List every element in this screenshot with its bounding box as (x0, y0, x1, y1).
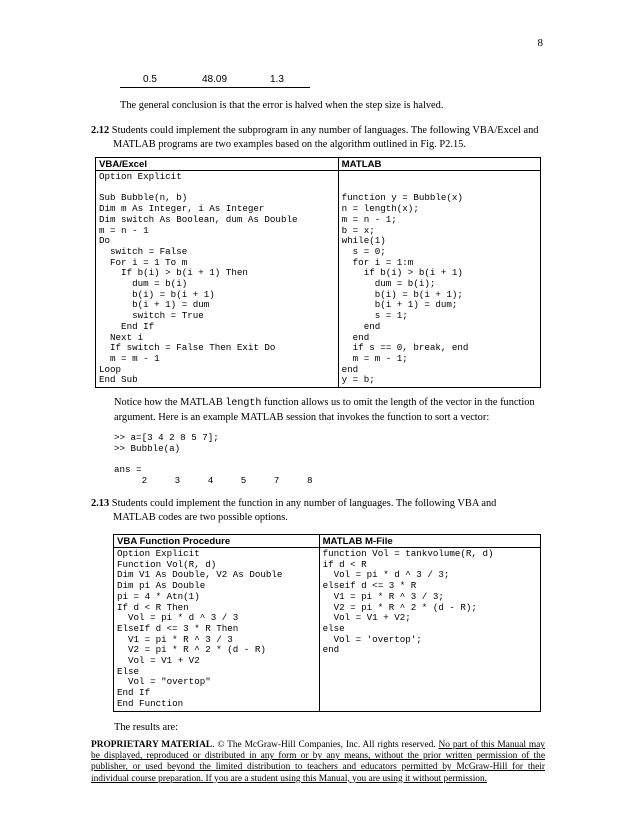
matlab-code: function y = Bubble(x) n = length(x); m = n - 1; b = x; while(1) s = 0; for i = 1:m if b(i) > b(i + 1) dum = b(i); b(i) = b(i + 1); b(i + 1) = dum; s = 1; end end if s == 0, break, end m = m - 1; end y = b; (341, 192, 469, 386)
matlab-session: >> a=[3 4 2 8 5 7]; >> Bubble(a) ans = 2 3 4 5 7 8 (114, 432, 313, 486)
matlab-code-cell (319, 548, 540, 712)
copyright-footer: PROPRIETARY MATERIAL. © The McGraw-Hill Companies, Inc. All rights reserved. No part of this Manual may be displayed, reproduced or distributed in any form or by any means, without the prior written permission of the publisher, or used beyond the limited distribution to teachers and educators permitted by McGraw-Hill for their individual course preparation. If you are a student using this Manual, you are using it without permission. (91, 740, 545, 784)
problem-number: 2.13 (91, 498, 110, 509)
problem-text-line1: Students could implement the function in any number of languages. The following VBA and (109, 498, 497, 509)
problem-number: 2.12 (91, 125, 110, 136)
bubble-code-table (95, 157, 541, 388)
vba-code-cell (114, 548, 320, 712)
vba-code-cell (96, 171, 339, 388)
step-size-cell: 0.5 (143, 74, 157, 85)
notice-paragraph: Notice how the MATLAB length function allows us to omit the length of the vector in the function argument. Here is an example MATLAB session that invokes the function to sort a vector: (114, 397, 535, 423)
conclusion-paragraph: The general conclusion is that the error is halved when the step size is halved. (120, 100, 444, 111)
inline-code: length (225, 398, 262, 409)
ratio-cell: 1.3 (270, 74, 284, 85)
matlab-code-cell (338, 171, 540, 388)
column-header-vba: VBA Function Procedure (114, 535, 320, 548)
vba-code: Option Explicit Sub Bubble(n, b) Dim m As Integer, i As Integer Dim switch As Boolean, dum As Double m = n - 1 Do switch = False For i = 1 To m If b(i) > b(i + 1) Then dum = b(i) b(i) = b(i + 1) b(i + 1) = dum switch = True End If Next i If switch = False Then Exit Do m = m - 1 Loop End Sub (99, 171, 298, 386)
footer-notice: No part of this Manual may be displayed, reproduced or distributed in any form or by any means, without the prior written permission of the publisher, or used beyond the limited distribution to teachers and educators permitted by McGraw-Hill for their individual course preparation. If you are a student using this Manual, you are using it without permission. (91, 740, 545, 784)
problem-2-12 (91, 124, 551, 152)
problem-text-line2: MATLAB codes are two possible options. (113, 512, 288, 523)
column-header-vba: VBA/Excel (96, 158, 339, 171)
footer-label: PROPRIETARY MATERIAL (91, 740, 213, 750)
vba-code: Option Explicit Function Vol(R, d) Dim V1 As Double, V2 As Double Dim pi As Double pi = 4 * Atn(1) If d < R Then Vol = pi * d ^ 3 / 3 ElseIf d <= 3 * R Then V1 = pi * R ^ 3 / 3 V2 = pi * R ^ 2 * (d - R) Vol = V1 + V2 Else Vol = "overtop" End If End Function (117, 548, 283, 709)
volume-code-table (113, 534, 541, 712)
table-row-fragment (120, 73, 310, 88)
matlab-code: function Vol = tankvolume(R, d) if d < R Vol = pi * d ^ 3 / 3; elseif d <= 3 * R V1 = pi * R ^ 3 / 3; V2 = pi * R ^ 2 * (d - R); Vol = V1 + V2; else Vol = 'overtop'; end (322, 548, 494, 656)
problem-2-13 (91, 497, 551, 525)
value-cell: 48.09 (202, 74, 228, 85)
problem-text-line1: Students could implement the subprogram in any number of languages. The following VBA/Excel and (109, 125, 539, 136)
problem-text-line2: MATLAB programs are two examples based on the algorithm outlined in Fig. P2.15. (113, 139, 466, 150)
results-label: The results are: (114, 722, 179, 733)
page-number: 8 (537, 37, 543, 49)
column-header-matlab: MATLAB M-File (319, 535, 540, 548)
column-header-matlab: MATLAB (338, 158, 540, 171)
